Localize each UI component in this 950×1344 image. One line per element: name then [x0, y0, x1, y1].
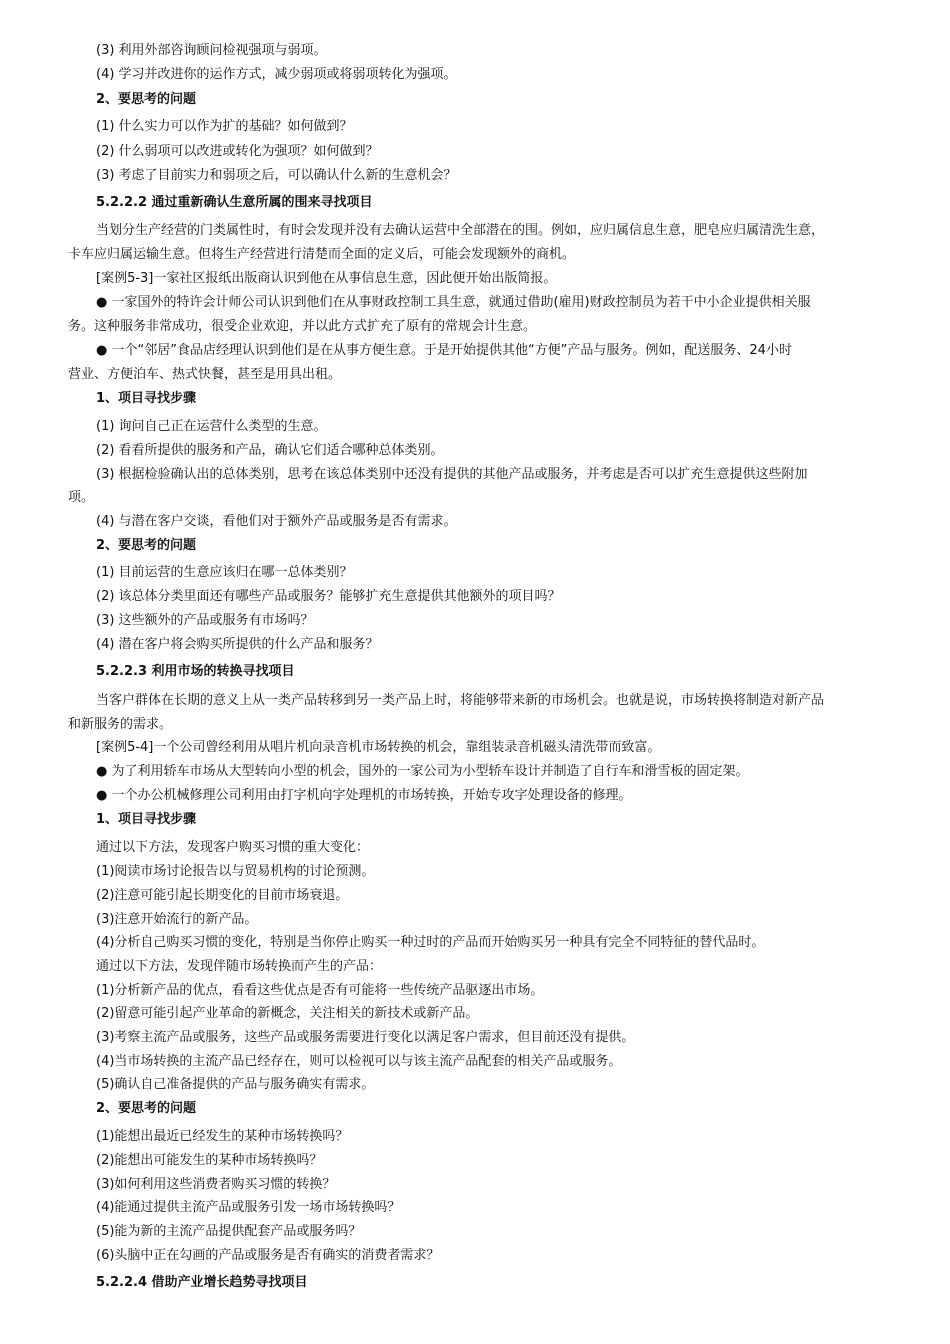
text-line: 务。这种服务非常成功，很受企业欢迎，并以此方式扩充了原有的常规会计生意。 [68, 319, 537, 334]
text-line: 项。 [68, 490, 95, 505]
text-line: ● 一家国外的特许会计师公司认识到他们在从事财政控制工具生意，就通过借助(雇用)财政控制员为若干中小企业提供相关服 [96, 295, 811, 310]
subsection-heading: 2、要思考的问题 [96, 538, 197, 553]
text-line: (3) 考虑了目前实力和弱项之后，可以确认什么新的生意机会？ [96, 168, 457, 183]
text-line: (4) 与潜在客户交谈，看他们对于额外产品或服务是否有需求。 [96, 514, 457, 529]
text-line: (2)能想出可能发生的某种市场转换吗？ [96, 1153, 323, 1168]
subsection-heading: 1、项目寻找步骤 [96, 391, 197, 406]
section-heading: 5.2.2.3 利用市场的转换寻找项目 [96, 664, 295, 679]
text-line: (5)确认自己准备提供的产品与服务确实有需求。 [96, 1077, 375, 1092]
text-line: 和新服务的需求。 [68, 717, 173, 732]
text-line: 通过以下方法，发现伴随市场转换而产生的产品： [96, 959, 383, 974]
text-line: (3) 利用外部咨询顾问检视强项与弱项。 [96, 43, 327, 58]
text-line: (4)当市场转换的主流产品已经存在，则可以检视可以与该主流产品配套的相关产品或服务。 [96, 1054, 622, 1069]
text-line: (1) 目前运营的生意应该归在哪一总体类别？ [96, 565, 353, 580]
subsection-heading: 1、项目寻找步骤 [96, 812, 197, 827]
text-line: (5)能为新的主流产品提供配套产品或服务吗？ [96, 1224, 362, 1239]
text-line: (2) 该总体分类里面还有哪些产品或服务？能够扩充生意提供其他额外的项目吗？ [96, 589, 561, 604]
text-line: (3)注意开始流行的新产品。 [96, 912, 258, 927]
text-line: (4)能通过提供主流产品或服务引发一场市场转换吗？ [96, 1200, 401, 1215]
text-line: (1)分析新产品的优点，看看这些优点是否有可能将一些传统产品驱逐出市场。 [96, 983, 544, 998]
text-line: (3) 根据检验确认出的总体类别，思考在该总体类别中还没有提供的其他产品或服务，并考虑是否可以扩充生意提供这些附加 [96, 467, 808, 482]
text-line: ● 一个“邻居”食品店经理认识到他们是在从事方便生意。于是开始提供其他“方便”产品与服务。例如，配送服务、24小时 [96, 343, 792, 358]
text-line: (2)注意可能引起长期变化的目前市场衰退。 [96, 888, 349, 903]
text-line: (3)如何利用这些消费者购买习惯的转换？ [96, 1177, 336, 1192]
subsection-heading: 2、要思考的问题 [96, 1101, 197, 1116]
text-line: 卡车应归属运输生意。但将生产经营进行清楚而全面的定义后，可能会发现额外的商机。 [68, 247, 576, 262]
text-line: (6)头脑中正在勾画的产品或服务是否有确实的消费者需求？ [96, 1248, 440, 1263]
section-heading: 5.2.2.2 通过重新确认生意所属的围来寻找项目 [96, 195, 373, 210]
text-line: [案例5-3]一家社区报纸出版商认识到他在从事信息生意，因此便开始出版简报。 [96, 271, 557, 286]
text-line: 营业、方便泊车、热式快餐，甚至是用具出租。 [68, 367, 342, 382]
text-line: (2) 什么弱项可以改进或转化为强项？如何做到？ [96, 144, 379, 159]
text-line: 当客户群体在长期的意义上从一类产品转移到另一类产品上时，将能够带来新的市场机会。也就是说，市场转换将制造对新产品 [96, 693, 825, 708]
text-line: (1) 询问自己正在运营什么类型的生意。 [96, 419, 327, 434]
text-line: (4) 学习并改进你的运作方式，减少弱项或将弱项转化为强项。 [96, 67, 457, 82]
text-line: (3) 这些额外的产品或服务有市场吗？ [96, 613, 314, 628]
text-line: ● 为了利用轿车市场从大型转向小型的机会，国外的一家公司为小型轿车设计并制造了自行车和滑雪板的固定架。 [96, 764, 749, 779]
text-line: 当划分生产经营的门类属性时，有时会发现并没有去确认运营中全部潜在的围。例如，应归属信息生意，肥皂应归属清洗生意， [96, 223, 825, 238]
text-line: (4) 潜在客户将会购买所提供的什么产品和服务？ [96, 637, 379, 652]
text-line: (4)分析自己购买习惯的变化，特别是当你停止购买一种过时的产品而开始购买另一种具有完全不同特征的替代品时。 [96, 935, 765, 950]
text-line: 通过以下方法，发现客户购买习惯的重大变化： [96, 840, 370, 855]
text-line: (1)阅读市场讨论报告以与贸易机构的讨论预测。 [96, 864, 375, 879]
text-line: (3)考察主流产品或服务，这些产品或服务需要进行变化以满足客户需求，但目前还没有提供。 [96, 1030, 635, 1045]
subsection-heading: 2、要思考的问题 [96, 92, 197, 107]
text-line: (2) 看看所提供的服务和产品，确认它们适合哪种总体类别。 [96, 443, 444, 458]
text-line: [案例5-4]一个公司曾经利用从唱片机向录音机市场转换的机会，靠组装录音机磁头清洗带而致富。 [96, 740, 661, 755]
text-line: (1)能想出最近已经发生的某种市场转换吗？ [96, 1129, 349, 1144]
text-line: (1) 什么实力可以作为扩的基础？如何做到？ [96, 119, 353, 134]
text-line: (2)留意可能引起产业革命的新概念，关注相关的新技术或新产品。 [96, 1006, 479, 1021]
text-line: ● 一个办公机械修理公司利用由打字机向字处理机的市场转换，开始专攻字处理设备的修理。 [96, 788, 632, 803]
section-heading: 5.2.2.4 借助产业增长趋势寻找项目 [96, 1275, 308, 1290]
